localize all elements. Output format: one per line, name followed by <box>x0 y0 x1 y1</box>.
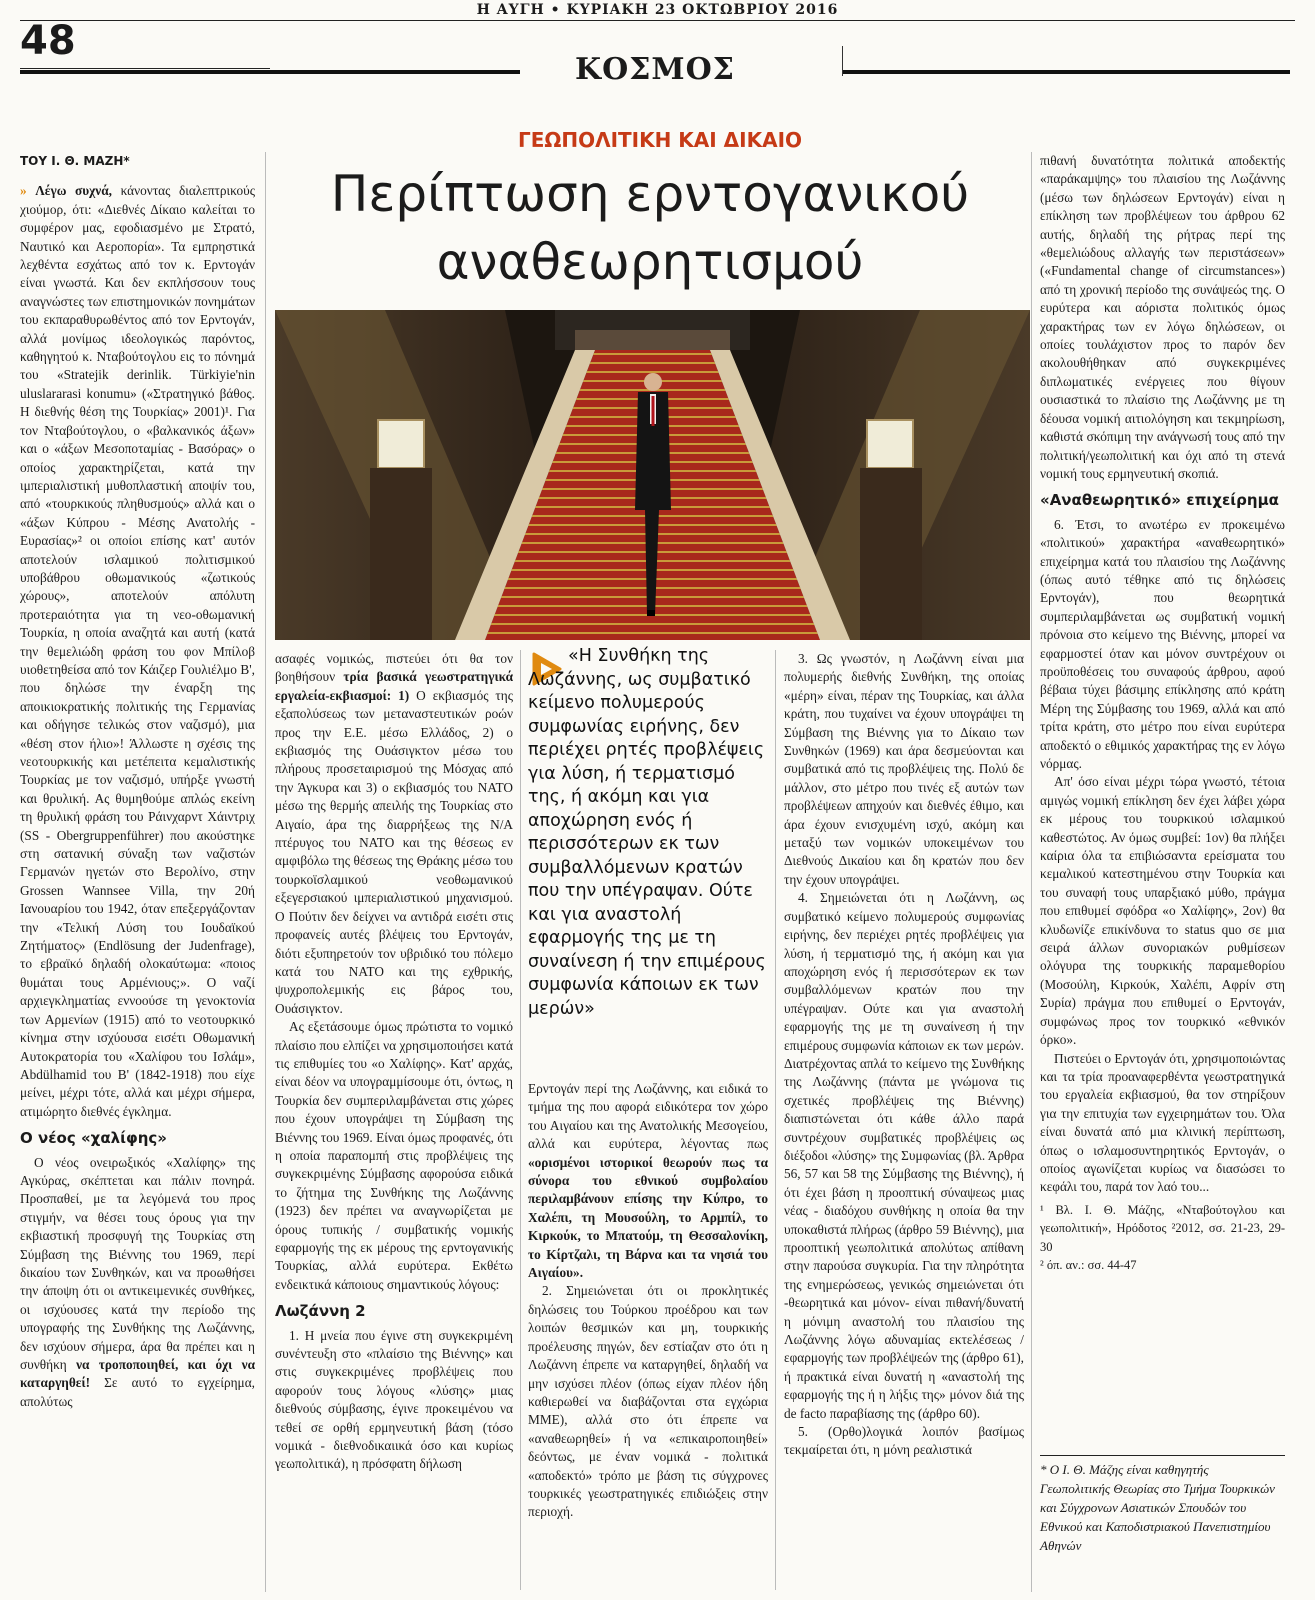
col4-paragraph-1: 3. Ως γνωστόν, η Λωζάννη είναι μια πολυμερής διεθνής Συνθήκη, της οποίας «μέρη» είναι, πέραν της Τουρκίας, και άλλα κράτη, που τυχαίνει να έχουν υπογράψει τη Σύμβαση της Βιέννης για το Δίκαιο των Συνθηκών (1969) και άρα δεσμεύονται και συμβατικά από τις προβλέψεις της. Πολύ δε μάλλον, στο μέτρο που τινές εξ αυτών των προβλέψεων απηχούν και διεθνές έθιμο, και άρα έχουν ενισχυμένη ισχύ, ακόμη και μεταξύ των νομικών υποκειμένων του Διεθνούς Δικαίου και δη κρατών που δεν την έχουν υπογράψει. <box>784 651 1024 887</box>
header-rule <box>20 20 1295 21</box>
col3-paragraph-1: Ερντογάν περί της Λωζάννης, και ειδικά το τμήμα της που αφορά ειδικότερα τον χώρο του Αιγαίου και της Ανατολικής Μεσογείου, αλλά και ευρύτερα, λέγοντας πως «ορισμένοι ιστορικοί θεωρούν πως τα σύνορα του εθνικού συμβολαίου περιλαμβάνουν επίσης την Κύπρο, το Χαλέπι, τη Μουσούλη, το Αρμπίλ, το Κιρκούκ, το Μπατούμ, τη Θεσσαλονίκη, το Κίρτζαλι, τη Βάρνα και τα νησιά του Αιγαίου». <box>528 1081 768 1281</box>
author-bio: * Ο Ι. Θ. Μάζης είναι καθηγητής Γεωπολιτικής Θεωρίας στο Τμήμα Τουρκικών και Σύγχρονων Ασιατικών Σπουδών του Εθνικού και Καποδιστριακού Πανεπιστημίου Αθηνών <box>1040 1462 1275 1553</box>
col3-paragraph-2: 2. Σημειώνεται ότι οι προκλητικές δηλώσεις του Τούρκου προέδρου και των λοιπών θεσμικών και μη, τουρκικής προέλευσης πηγών, δεν εστίαζαν στο ότι η Λωζάννη έπρεπε να καταργηθεί, δηλαδή να μην ισχύσει πλέον (όπως είχαν πλέον ήδη καθιερωθεί να διαβάζονται στα εγχώρια ΜΜΕ), αλλά στο ότι έπρεπε να «αναθεωρηθεί» ή να «επικαιροποιηθεί» δεόντως, με έναν νομικά - πολιτικά «αποδεκτό» τρόπο με βάση τις σύγχρονες τουρκικές γεωστρατηγικές επιδιώξεις στην περιοχή. <box>528 1283 768 1520</box>
subheading-revisionist-argument: «Αναθεωρητικό» επιχείρημα <box>1040 491 1279 510</box>
footnote-2: ² όπ. αν.: σσ. 44-47 <box>1040 1257 1137 1272</box>
column-divider-4 <box>1031 152 1032 1592</box>
header-rule-left-thin <box>20 68 270 69</box>
col2-bold-phrase: τρία βασικά γεωστρατηγικά εργαλεία-εκβιασμοί: 1) <box>275 669 513 703</box>
photo-staircase-illustration <box>275 310 1030 640</box>
col4-paragraph-2: 4. Σημειώνεται ότι η Λωζάννη, ως συμβατικό κείμενο πολυμερούς συμφωνίας ειρήνης, δεν περιέχει ρητές προβλέψεις για λύση, ή τερματισμό της, ή ακόμη και για αποχώρηση ενός ή περισσότερων εκ των συμβαλλόμενων κρατών που την υπέγραψαν. Ούτε και για αναστολή εφαρμογής της με τη συναίνεση ή την επιμέρους συμφωνία κάποιων εκ των μερών. Διατρέχοντας απλά το κείμενο της Συνθήκης της Λωζάννης (πάντα με γνώμονα τις σχετικές προβλέψεις της Βιέννης) διαπιστώνεται ότι κάθε άλλο παρά συντρέχουν συμβατικές προβλέψεις ως διέξοδοι «λύσης» της Συμφωνίας (βλ. Άρθρα 56, 57 και 58 της Σύμβασης της Βιέννης), ή ότι έχει βάση η προοπτική σύναψεως μιας νέας - διαδόχου συνθήκης η οποία θα την υποκαθιστά πλήρως (άρθρο 59 Βιέννης), μια προοπτική γεωπολιτικά απολύτως απίθανη στην παρούσα συγκυρία. Για την πληρότητα της ενημερώσεως, γενικώς σημειώνεται ότι -θεωρητικά και μόνον- είναι πιθανή/δυνατή η μόνιμη αναστολή του πλαισίου της Λωζάννης λόγω αδυναμίας εκτελέσεως / εφαρμογής των προβλέψεών της (άρθρο 61), ή πρακτικά είναι δυνατή η «αναστολή της εφαρμογής της ή η λήξις της» μόνον διά της de facto παραβίασης της (άρθρο 60). <box>784 890 1024 1421</box>
col5-paragraph-2: 6. Έτσι, το ανωτέρω εν προκειμένω «πολιτικού» χαρακτήρα «αναθεωρητικό» επιχείρημα κατά του πλαισίου της Λωζάννης (όπως αυτό τέθηκε από τις δηλώσεις Ερντογάν), που θεωρητικά συμπεριλαμβάνεται ως συμβατική νομική πρόνοια στο κείμενο της Βιέννης, μπορεί να εφαρμοστεί όταν και μόνον συντρέχουν οι προϋποθέσεις του συναφούς άρθρου, αφού βέβαια τύχει βάσιμης επίκλησης από κράτη Μέρη της Σύμβασης του 1969, αλλά και από τρίτα κράτη, στο μέτρο που είναι ευρύτερα αποδεκτό ο εθιμικός χαρακτήρας της εν λόγω νόρμας. <box>1040 516 1285 771</box>
col1-paragraph-2: Ο νέος ονειρωξικός «Χαλίφης» της Αγκύρας, σκέπτεται και πάλιν πονηρά. Προσπαθεί, με τα λεγόμενά του προς στιγμήν, να θέσει τους όρους για την εκβιαστική προσφυγή της Τουρκίας στη Σύμβαση της Βιέννης του 1969, περί δικαίου των Συνθηκών, και να προωθήσει την άποψη ότι οι αντικειμενικές συνθήκες, οι ισχύουσες κατά την περίοδο της υπογραφής της Συνθήκης της Λωζάννης, δεν ισχύουν σήμερα, άρα θα πρέπει και η συνθήκη να τροποποιηθεί, και όχι να καταργηθεί! Σε αυτό το εγχείρημα, απολύτως <box>20 1154 255 1409</box>
column-divider-1 <box>265 152 266 1592</box>
headline-line-1: Περίπτωση ερντογανικού <box>330 165 970 223</box>
col5-paragraph-1: πιθανή δυνατότητα πολιτικά αποδεκτής «παράκαμψης» του πλαισίου της Λωζάννης (μέσω των δηλώσεων Ερντογάν) είναι η επίκληση των προβλέψεων του άρθρου 62 αυτής, δηλαδή της ρήτρας περί της «θεμελιώδους αλλαγής των περιστάσεων» («Fundamental change of circumstances») από τη χρονική περίοδο της συνάψεώς της. Ο ευρύτερα και αόριστα πολιτικός όμως χαρακτήρας των εν λόγω δηλώσεων, οι οποίες τουλάχιστον προς το παρόν δεν ακολουθήθηκαν από συγκεκριμένες διπλωματικές ενέργειες που θίγουν ουσιαστικά το πλαίσιο της Λωζάννης με τη δέουσα νομική αιτιολόγηση και τεκμηρίωση, καθιστά σκόπιμη την ανάγνωσή τους από την πολιτική/γεωπολιτική και όχι από τη στενά νομική τους ερμηνευτική σκοπιά. <box>1040 153 1285 481</box>
headline-line-2: αναθεωρητισμού <box>436 233 864 291</box>
section-bar-tick <box>842 46 843 76</box>
section-bar-right <box>842 70 1290 74</box>
col2-paragraph-2: Ας εξετάσουμε όμως πρώτιστα το νομικό πλαίσιο που ελπίζει να χρησιμοποιήσει κατά τις επιθυμίες του «ο Χαλίφης». Κατ' αρχάς, είναι δέον να υπογραμμίσουμε ότι, όντως, η Τουρκία δεν συμπεριλαμβάνεται στις χώρες που έχουν υπογράψει τη Σύμβαση της Βιέννης του 1969. Είναι όμως προφανές, ότι η οποία παραπομπή στις προβλέψεις της συγκεκριμένης Σύμβασης αφορούσα ειδικά το ζήτημα της Συνθήκης της Λωζάννης (1923) δεν πρέπει να αναγνωρίζεται με όρους τυπικής / συμβατικής νομικής εφαρμογής της εκ μέρους της ερντογανικής Τουρκίας, αλλά ευρύτερα. Εκθέτω ενδεικτικά κάποιους σημαντικούς λόγους: <box>275 1019 513 1292</box>
column-divider-2 <box>520 650 521 1590</box>
col5-paragraph-3: Απ' όσο είναι μέχρι τώρα γνωστό, τέτοια αμιγώς νομική επίκληση δεν έχει λάβει χώρα εκ μέρους του τουρκικού ισλαμικού καθεστώτος. Αν όμως συμβεί: 1ον) θα πλήξει καίρια όλα τα επιβιώσαντα ερείσματα του κεμαλικού κατεστημένου στην Τουρκία και του συναφή τους υπαρξιακό μύθο, πράγμα που επιθυμεί σφόδρα «ο Χαλίφης», 2ον) θα κλυδωνίζε επικίνδυνα το status quo σε μια σειρά άλλων συνοριακών ρυθμίσεων ολόγυρα της τουρκικής παραμεθορίου (Μοσούλη, Κιρκούκ, Χαλέπι, Αφρίν στη Συρία) πράγμα που επιθυμεί ο Ερντογάν, συμφώνως προς τον τουρκικό «εθνικόν όρκο». <box>1040 774 1285 1048</box>
byline: ΤΟΥ Ι. Θ. ΜΑΖΗ* <box>20 154 130 168</box>
col5-paragraph-4: Πιστεύει ο Ερντογάν ότι, χρησιμοποιώντας και τα τρία προαναφερθέντα γεωστρατηγικά του εργαλεία εκβιασμού, θα τον στηρίξουν για την επιτυχία των εγχειρημάτων του. Όλα είναι δυνατά από μια κλινική περίπτωση, όπως ο ισλαμοσυντηρητικός Ερντογάν, ο οποίος αγωνίζεται κυρίως να διασώσει το κεφάλι του, παρά τον λαό του... <box>1040 1050 1285 1195</box>
col3-bold-quote: «ορισμένοι ιστορικοί θεωρούν πως τα σύνορα του εθνικού συμβολαίου περιλαμβάνουν επίσης την Κύπρο, το Χαλέπι, τη Μουσούλη, το Αρμπίλ, το Κιρκούκ, το Μπατούμ, τη Θεσσαλονίκη, το Κίρτζαλι, τη Βάρνα και τα νησιά του Αιγαίου». <box>528 1154 768 1281</box>
lead-paragraph <box>20 182 255 1121</box>
col2-paragraph-3: 1. Η μνεία που έγινε στη συγκεκριμένη συνέντευξη στο «πλαίσιο της Βιέννης» και στις συγκεκριμένες προβλέψεις που αφορούν τους λόγους «λύσης» μιας διεθνούς σύμβασης, έγινε προκειμένου να τεθεί σε ορθή ερμηνευτική βάση (τόσο νομικά - διεθνοδικαιικά όσο και κυρίως γεωπολιτικά), η πρόσφατη δήλωση <box>275 1327 513 1472</box>
column-divider-3 <box>775 650 776 1590</box>
column-1 <box>20 152 255 1597</box>
column-3 <box>528 1080 768 1595</box>
lead-words: Λέγω συχνά, <box>35 183 112 199</box>
headline <box>290 160 1010 296</box>
lead-arrow-icon: » <box>20 183 27 199</box>
subheading-caliph: Ο νέος «χαλίφης» <box>20 1129 167 1148</box>
column-2 <box>275 650 513 1595</box>
col1-bold-phrase: να τροποποιηθεί, και όχι να καταργηθεί! <box>20 1357 255 1391</box>
pull-quote: «Η Συνθήκη της Λωζάννης, ως συμβατικό κείμενο πολυμερούς συμφωνίας ειρήνης, δεν περιέχει ρητές προβλέψεις για λύση, ή τερματισμό της, ή ακόμη και για αποχώρηση ενός ή περισσότερων εκ των συμβαλλόμενων κρατών που την υπέγραψαν. Ούτε και για αναστολή εφαρμογής της με τη συναίνεση ή την επιμέρους συμφωνία κάποιων εκ των μερών» <box>528 646 766 1019</box>
masthead: Η ΑΥΓΗ • ΚΥΡΙΑΚΗ 23 ΟΚΤΩΒΡΙΟΥ 2016 <box>476 2 839 18</box>
article-photo <box>275 310 1030 640</box>
page-number: 48 <box>20 18 76 64</box>
section-title: ΚΟΣΜΟΣ <box>575 52 735 87</box>
subheading-lausanne-2: Λωζάννη 2 <box>275 1302 366 1321</box>
section-bar-left <box>20 70 520 74</box>
col1-text: κάνοντας διαλεπτρικούς χιούμορ, ότι: «Διεθνές Δίκαιο καλείται το συμφέρον μας, εφοδιασμένο με Στρατό, Ναυτικό και Αεροπορία». Τα εμπρηστικά λεχθέντα εσχάτως από τον κ. Ερντογάν είναι γνωστά. Και δεν εκπλήσσουν τους αναγνώστες των επιστημονικών πονημάτων του εκπαραθυρωθέντος από τον Ερντογάν, αλλά μονίμως ιδεολογικώς παρόντος, καθηγητού κ. Νταβούτογλου εις το πόνημά του «Stratejik derinlik. Türkiyie'nin uluslararasi konumu» («Στρατηγικό βάθος. Η διεθνής θέση της Τουρκίας» 2001)¹. Για τον Νταβούτογλου, ο «βαλκανικός άξων» και ο «άξων Μεσοποταμίας - Βασόρας» ο οποίος χαρακτηρίζεται, κατά την ιμπεριαλιστική μυθοπλαστική αποψίν του, από «τουρκικούς πληθυσμούς» αλλά και ο «άξων Κύπρου - Μέσης Ανατολής - Ευρασίας»² οι οποίοι επίσης κατ' αυτόν αποτελούν ισλαμικού πολιτισμικού υποβάθρου οθωμανικούς «ζωτικούς χώρους», αποτελούν απόλυτη προτεραιότητα για τη νεο-οθωμανική Τουρκία, η οποία αναζητά και αυτή (κατά την θεμελιώδη φράση του φον Μπίλοβ υιοθετηθείσα από τον Κάιζερ Γουλιέλμο Β', που δηλώσε την έναρξη της αποικιοκρατικής πολιτικής της Γερμανίας και οδήγησε τελικώς στον ναζισμό), μια «θέση στον ήλιο»! Άλλωστε η σχέσις της νεοτουρκικής και μετέπειτα κεμαλιστικής Τουρκίας με τον ναζισμό, υπήρξε γνωστή και θρυλική. Ας θυμηθούμε απλώς εκείνη τη θρυλική φράση του Ράινχαρντ Χάιντριχ (SS - Obergruppenführer) που ακούστηκε στη σατανική σύναξη των ναζιστών Γερμανών ηγετών στο Βερολίνο, στην Grossen Wannsee Villa, την 20ή Ιανουαρίου του 1942, όταν επεξεργάζονταν την «Τελική Λύση του Ιουδαϊκού Ζητήματος» (Endlösung der Judenfrage), το εβραϊκό δηλαδή ολοκαύτωμα: «ποιος θυμάται τους Αρμένιους;». Ο ναζί αρχιεγκληματίας εννοούσε τη γενοκτονία των Αρμενίων (1915) από το νεοτουρκικό κίνημα στην ισχύουσα εισέτι Οθωμανική Αυτοκρατορία του «Χαλίφου του Ισλάμ», Abdülhamid του Β' (1842-1918) που είχε μείνει, μέχρι τότε, αλλά και μέχρι σήμερα, ατιμώρητο διεθνές έγκλημα. <box>20 183 255 1119</box>
column-4 <box>784 650 1024 1595</box>
column-5 <box>1040 152 1285 1452</box>
col2-paragraph-1: ασαφές νομικώς, πιστεύει ότι θα τον βοηθήσουν τρία βασικά γεωστρατηγικά εργαλεία-εκβιασμοί: 1) Ο εκβιασμός της εξαπολύσεως των μεταναστευτικών ροών προς την Ε.Ε. μέσω Ελλάδος, 2) ο εκβιασμός της Ουάσιγκτον μέσω του πλήρους προσεταιρισμού της Μόσχας από την Άγκυρα και 3) ο εκβιασμός του ΝΑΤΟ μέσω της θερμής απειλής της Τουρκίας στο Αιγαίο, άρα της διαρρήξεως της Ν/Α πτέρυγος του ΝΑΤΟ και της θέσεως εν αμφιβόλω της θέσεως της Θράκης μέσω του τουρκοϊσλαμικού νεοθωμανικού εξεγερσιακού ιμπεριαλιστικού μηχανισμού. Ο Πούτιν δεν δείχνει να αντιδρά εισέτι στις προφανείς αυτές βλέψεις του Ερντογάν, διότι εξυπηρετούν τον υβριδικό του πόλεμο κατά του ΝΑΤΟ και της εχθρικής, ψυχροπολεμικής εις βάρος του, Ουάσιγκτον. <box>275 651 513 1016</box>
footnote-1: ¹ Βλ. Ι. Θ. Μάζης, «Νταβούτογλου και γεωπολιτική», Ηρόδοτος ²2012, σσ. 21-23, 29-30 <box>1040 1202 1285 1254</box>
bio-rule <box>1040 1455 1285 1456</box>
col4-paragraph-3: 5. (Ορθο)λογικά λοιπόν βασίμως τεκμαίρεται ότι, η μόνη ρεαλιστικά <box>784 1424 1024 1458</box>
kicker: ΓΕΩΠΟΛΙΤΙΚΗ ΚΑΙ ΔΙΚΑΙΟ <box>517 128 803 152</box>
